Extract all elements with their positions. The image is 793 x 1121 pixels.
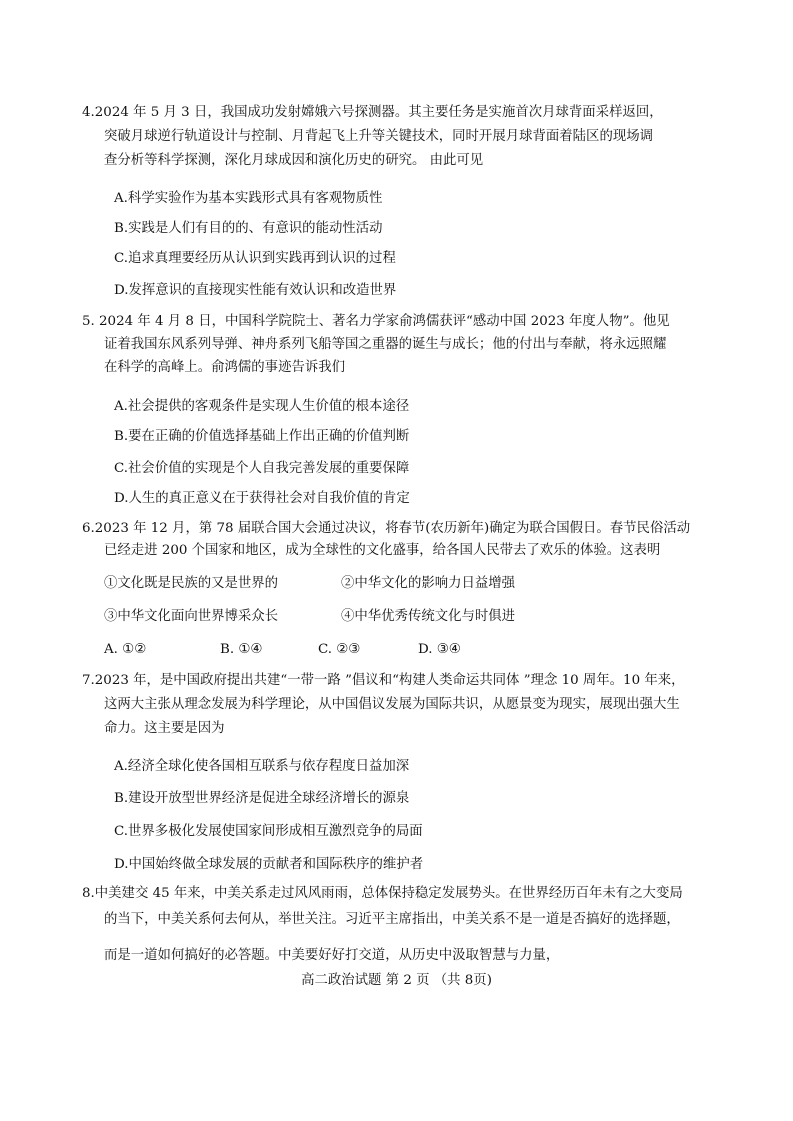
question-7-option-d: D.中国始终做全球发展的贡献者和国际秩序的维护者 <box>114 857 424 872</box>
question-7-line-1: 7.2023 年，是中国政府提出共建“一带一路 ”倡议和“构建人类命运共同体 ”理念 10 周年。10 年来， <box>82 673 685 688</box>
question-5-option-d: D.人生的真正意义在于获得社会对自我价值的肯定 <box>114 491 410 506</box>
question-6-line-1: 6.2023 年 12 月，第 78 届联合国大会通过决议，将春节(农历新年)确定为联合国假日。春节民俗活动 <box>82 521 691 536</box>
question-5-line-1: 5. 2024 年 4 月 8 日，中国科学院院士、著名力学家俞鸿儒获评“感动中国 2023 年度人物”。他见 <box>82 314 670 329</box>
question-6-statement-2: ②中华文化的影响力日益增强 <box>341 576 516 591</box>
question-5-option-a: A.社会提供的客观条件是实现人生价值的根本途径 <box>114 399 410 414</box>
question-6-option-d: D. ③④ <box>418 642 461 657</box>
question-4-line-3: 查分析等科学探测，深化月球成因和演化历史的研究。 由此可见 <box>104 153 484 168</box>
question-6-line-2: 已经走进 200 个国家和地区，成为全球性的文化盛事，给各国人民带去了欢乐的体验。这表明 <box>104 543 661 558</box>
question-5-option-b: B.要在正确的价值选择基础上作出正确的价值判断 <box>114 429 410 444</box>
question-5-option-c: C.社会价值的实现是个人自我完善发展的重要保障 <box>114 461 410 476</box>
question-8-line-1: 8.中美建交 45 年来，中美关系走过风风雨雨，总体保持稳定发展势头。在世界经历百年未有之大变局 <box>82 886 683 901</box>
question-6-option-b: B. ①④ <box>220 642 263 657</box>
question-6-statement-3: ③中华文化面向世界博采众长 <box>104 609 279 624</box>
question-4-line-2: 突破月球逆行轨道设计与控制、月背起飞上升等关键技术，同时开展月球背面着陆区的现场调 <box>104 129 654 144</box>
question-7-option-c: C.世界多极化发展使国家间形成相互激烈竞争的局面 <box>114 824 423 839</box>
question-8-line-3: 而是一道如何搞好的必答题。中美要好好打交道，从历史中汲取智慧与力量， <box>104 948 560 963</box>
question-7-option-a: A.经济全球化使各国相互联系与依存程度日益加深 <box>114 759 410 774</box>
question-5-line-2: 证着我国东风系列导弹、神舟系列飞船等国之重器的诞生与成长；他的付出与奉献，将永远照耀 <box>104 337 667 352</box>
question-4-option-c: C.追求真理要经历从认识到实践再到认识的过程 <box>114 251 396 266</box>
page-footer: 高二政治试题 第 2 页 （共 8页) <box>301 973 492 988</box>
question-7-line-2: 这两大主张从理念发展为科学理论，从中国倡议发展为国际共识，从愿景变为现实，展现出强大生 <box>104 697 680 712</box>
question-4-option-b: B.实践是人们有目的的、有意识的能动性活动 <box>114 221 383 236</box>
question-6-option-c: C. ②③ <box>318 642 361 657</box>
question-7-line-3: 命力。这主要是因为 <box>104 721 225 736</box>
question-6-statement-1: ①文化既是民族的又是世界的 <box>104 576 279 591</box>
question-5-line-3: 在科学的高峰上。俞鸿儒的事迹告诉我们 <box>104 360 346 375</box>
question-4-option-a: A.科学实验作为基本实践形式具有客观物质性 <box>114 191 383 206</box>
question-4-line-1: 4.2024 年 5 月 3 日，我国成功发射嫦娥六号探测器。其主要任务是实施首次月球背面采样返回， <box>82 105 663 120</box>
question-8-line-2: 的当下，中美关系何去何从，举世关注。习近平主席指出，中美关系不是一道是否搞好的选择题， <box>104 912 680 927</box>
question-7-option-b: B.建设开放型世界经济是促进全球经济增长的源泉 <box>114 791 410 806</box>
question-4-option-d: D.发挥意识的直接现实性能有效认识和改造世界 <box>114 283 397 298</box>
question-6-option-a: A. ①② <box>104 642 147 657</box>
question-6-statement-4: ④中华优秀传统文化与时俱进 <box>341 609 516 624</box>
